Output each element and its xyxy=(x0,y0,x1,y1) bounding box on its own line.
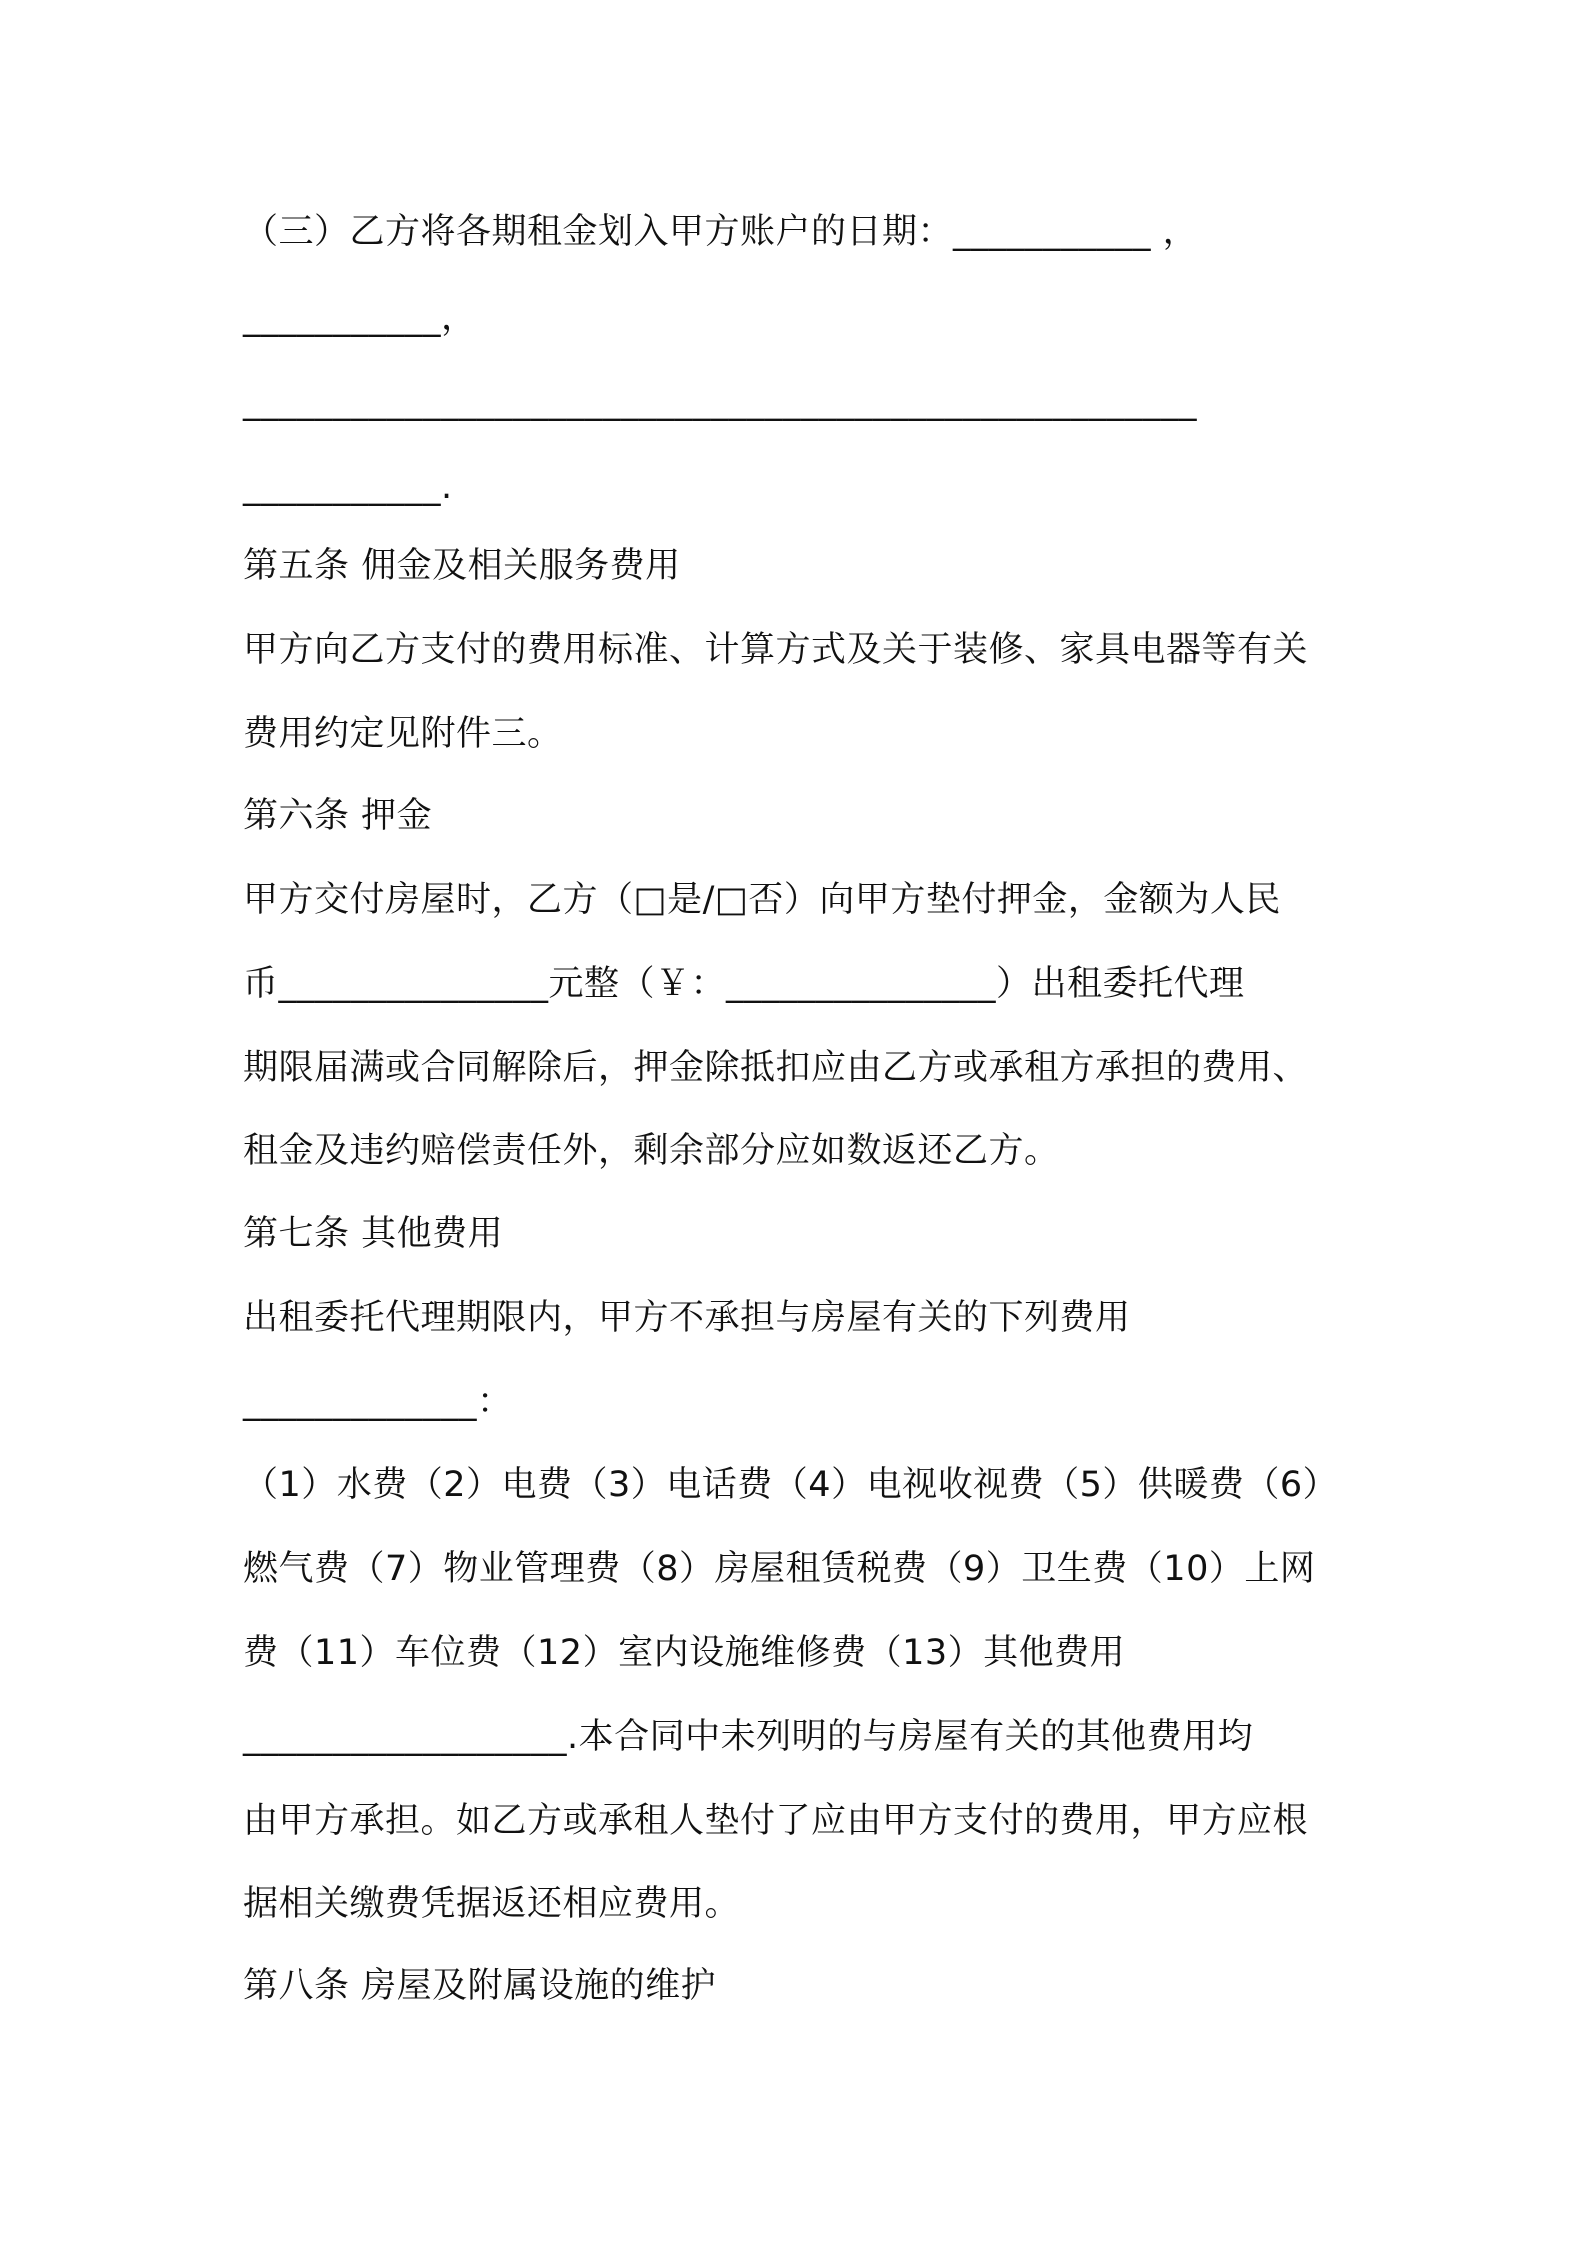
article-6-text-1: 甲方交付房屋时，乙方（□是/□否）向甲方垫付押金，金额为人民 xyxy=(243,880,1281,920)
article-6-heading: 第六条 押金 xyxy=(243,796,433,836)
article-6-text-4: 租金及违约赔偿责任外，剩余部分应如数返还乙方。 xyxy=(243,1131,1060,1171)
article-7-text-2: _____________： xyxy=(243,1382,513,1422)
article-7-text-3: __________________.本合同中未列明的与房屋有关的其他费用均 xyxy=(243,1717,1254,1757)
article-5-text-1: 甲方向乙方支付的费用标准、计算方式及关于装修、家具电器等有关 xyxy=(243,630,1309,670)
rent-payment-date-line: （三）乙方将各期租金划入甲方账户的日期：___________ ， xyxy=(243,212,1199,252)
article-6-text-2: 币_______________元整（￥：_______________）出租委托代理 xyxy=(243,964,1245,1004)
article-7-text-1: 出租委托代理期限内，甲方不承担与房屋有关的下列费用 xyxy=(243,1298,1131,1338)
article-8-heading: 第八条 房屋及附属设施的维护 xyxy=(243,1966,717,2006)
article-5-text-2: 费用约定见附件三。 xyxy=(243,714,563,754)
article-7-fee-list-1: （1）水费（2）电费（3）电话费（4）电视收视费（5）供暖费（6） xyxy=(243,1465,1339,1505)
article-6-text-3: 期限届满或合同解除后，押金除抵扣应由乙方或承租方承担的费用、 xyxy=(243,1048,1309,1088)
article-7-text-4: 由甲方承担。如乙方或承租人垫付了应由甲方支付的费用，甲方应根 xyxy=(243,1801,1309,1841)
blank-line-3: ___________. xyxy=(243,467,453,507)
blank-line-1: ___________， xyxy=(243,298,477,338)
blank-line-2: _____________________________________________________ xyxy=(243,382,1197,422)
article-7-heading: 第七条 其他费用 xyxy=(243,1214,504,1254)
article-7-fee-list-2: 燃气费（7）物业管理费（8）房屋租赁税费（9）卫生费（10）上网 xyxy=(243,1549,1316,1589)
article-5-heading: 第五条 佣金及相关服务费用 xyxy=(243,546,681,586)
article-7-fee-list-3: 费（11）车位费（12）室内设施维修费（13）其他费用 xyxy=(243,1633,1126,1673)
article-7-text-5: 据相关缴费凭据返还相应费用。 xyxy=(243,1884,741,1924)
